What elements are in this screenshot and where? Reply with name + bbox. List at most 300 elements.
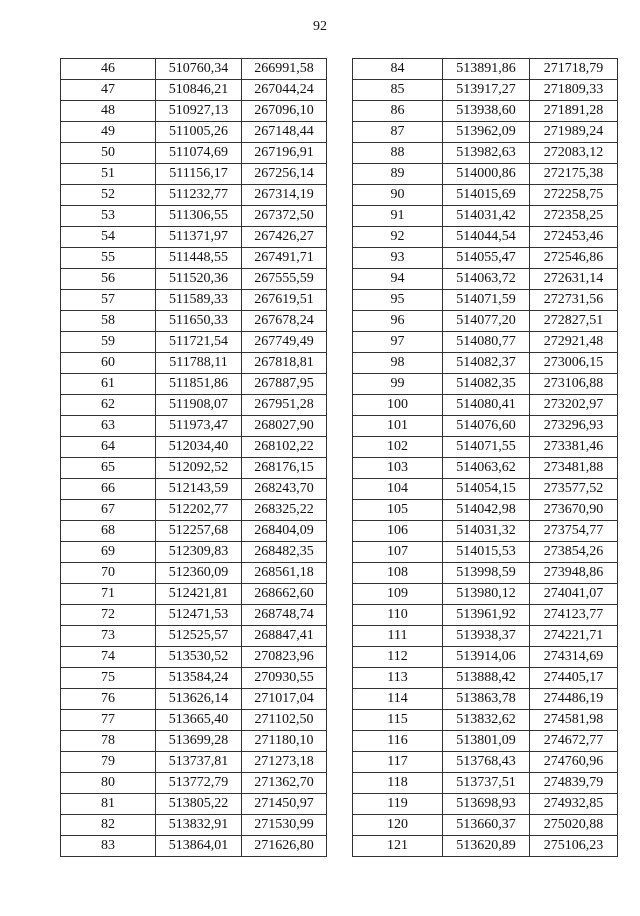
- x-coordinate-cell: 514031,32: [443, 521, 530, 542]
- y-coordinate-cell: 267196,91: [242, 143, 327, 164]
- table-row: [61, 584, 327, 605]
- x-coordinate-cell: 513737,51: [443, 773, 530, 794]
- point-number-cell: 101: [353, 416, 443, 437]
- point-number-cell: 110: [353, 605, 443, 626]
- y-coordinate-cell: 267555,59: [242, 269, 327, 290]
- y-coordinate-cell: 273006,15: [530, 353, 618, 374]
- table-row: [353, 521, 618, 542]
- point-number-cell: 49: [61, 122, 156, 143]
- table-row: [353, 458, 618, 479]
- table-row: [61, 164, 327, 185]
- x-coordinate-cell: 513584,24: [156, 668, 242, 689]
- point-number-cell: 88: [353, 143, 443, 164]
- point-number-cell: 117: [353, 752, 443, 773]
- table-row: [61, 206, 327, 227]
- x-coordinate-cell: 513768,43: [443, 752, 530, 773]
- table-row: [61, 794, 327, 815]
- x-coordinate-cell: 511650,33: [156, 311, 242, 332]
- point-number-cell: 94: [353, 269, 443, 290]
- x-coordinate-cell: 514015,69: [443, 185, 530, 206]
- y-coordinate-cell: 272546,86: [530, 248, 618, 269]
- table-row: [61, 101, 327, 122]
- table-row: [353, 269, 618, 290]
- point-number-cell: 70: [61, 563, 156, 584]
- x-coordinate-cell: 513698,93: [443, 794, 530, 815]
- table-row: [353, 815, 618, 836]
- point-number-cell: 97: [353, 332, 443, 353]
- point-number-cell: 114: [353, 689, 443, 710]
- table-row: [61, 143, 327, 164]
- table-row: [61, 248, 327, 269]
- y-coordinate-cell: 272827,51: [530, 311, 618, 332]
- point-number-cell: 58: [61, 311, 156, 332]
- y-coordinate-cell: 273577,52: [530, 479, 618, 500]
- x-coordinate-cell: 513772,79: [156, 773, 242, 794]
- table-row: [61, 773, 327, 794]
- table-row: [353, 668, 618, 689]
- x-coordinate-cell: 512360,09: [156, 563, 242, 584]
- y-coordinate-cell: 273381,46: [530, 437, 618, 458]
- x-coordinate-cell: 513938,37: [443, 626, 530, 647]
- x-coordinate-cell: 514080,41: [443, 395, 530, 416]
- point-number-cell: 57: [61, 290, 156, 311]
- table-row: [353, 290, 618, 311]
- table-row: [353, 59, 618, 80]
- x-coordinate-cell: 513961,92: [443, 605, 530, 626]
- point-number-cell: 116: [353, 731, 443, 752]
- table-row: [61, 605, 327, 626]
- x-coordinate-cell: 513626,14: [156, 689, 242, 710]
- x-coordinate-cell: 510846,21: [156, 80, 242, 101]
- point-number-cell: 105: [353, 500, 443, 521]
- x-coordinate-cell: 513980,12: [443, 584, 530, 605]
- table-row: [61, 311, 327, 332]
- y-coordinate-cell: 274932,85: [530, 794, 618, 815]
- y-coordinate-cell: 267148,44: [242, 122, 327, 143]
- table-row: [353, 710, 618, 731]
- table-row: [61, 59, 327, 80]
- x-coordinate-cell: 513864,01: [156, 836, 242, 857]
- point-number-cell: 78: [61, 731, 156, 752]
- y-coordinate-cell: 273670,90: [530, 500, 618, 521]
- y-coordinate-cell: 272631,14: [530, 269, 618, 290]
- y-coordinate-cell: 274221,71: [530, 626, 618, 647]
- table-row: [353, 206, 618, 227]
- y-coordinate-cell: 274581,98: [530, 710, 618, 731]
- point-number-cell: 47: [61, 80, 156, 101]
- point-number-cell: 113: [353, 668, 443, 689]
- table-row: [61, 80, 327, 101]
- table-row: [353, 164, 618, 185]
- point-number-cell: 74: [61, 647, 156, 668]
- x-coordinate-cell: 511851,86: [156, 374, 242, 395]
- table-row: [61, 647, 327, 668]
- table-row: [353, 731, 618, 752]
- y-coordinate-cell: 273754,77: [530, 521, 618, 542]
- point-number-cell: 108: [353, 563, 443, 584]
- x-coordinate-cell: 511448,55: [156, 248, 242, 269]
- y-coordinate-cell: 274760,96: [530, 752, 618, 773]
- y-coordinate-cell: 267044,24: [242, 80, 327, 101]
- y-coordinate-cell: 274041,07: [530, 584, 618, 605]
- x-coordinate-cell: 514015,53: [443, 542, 530, 563]
- x-coordinate-cell: 511589,33: [156, 290, 242, 311]
- y-coordinate-cell: 271017,04: [242, 689, 327, 710]
- point-number-cell: 82: [61, 815, 156, 836]
- point-number-cell: 104: [353, 479, 443, 500]
- point-number-cell: 56: [61, 269, 156, 290]
- table-row: [353, 416, 618, 437]
- table-row: [61, 374, 327, 395]
- point-number-cell: 65: [61, 458, 156, 479]
- table-row: [353, 437, 618, 458]
- point-number-cell: 99: [353, 374, 443, 395]
- y-coordinate-cell: 271102,50: [242, 710, 327, 731]
- table-row: [353, 794, 618, 815]
- point-number-cell: 64: [61, 437, 156, 458]
- y-coordinate-cell: 268325,22: [242, 500, 327, 521]
- x-coordinate-cell: 514054,15: [443, 479, 530, 500]
- x-coordinate-cell: 514076,60: [443, 416, 530, 437]
- table-row: [61, 689, 327, 710]
- table-body: [353, 59, 618, 857]
- table-row: [353, 647, 618, 668]
- y-coordinate-cell: 273481,88: [530, 458, 618, 479]
- table-row: [353, 143, 618, 164]
- x-coordinate-cell: 514082,35: [443, 374, 530, 395]
- table-row: [61, 731, 327, 752]
- point-number-cell: 51: [61, 164, 156, 185]
- x-coordinate-cell: 513832,91: [156, 815, 242, 836]
- y-coordinate-cell: 267426,27: [242, 227, 327, 248]
- x-coordinate-cell: 514080,77: [443, 332, 530, 353]
- x-coordinate-cell: 513737,81: [156, 752, 242, 773]
- x-coordinate-cell: 514071,55: [443, 437, 530, 458]
- x-coordinate-cell: 513962,09: [443, 122, 530, 143]
- y-coordinate-cell: 267678,24: [242, 311, 327, 332]
- x-coordinate-cell: 512471,53: [156, 605, 242, 626]
- page-number: 92: [313, 19, 327, 34]
- x-coordinate-cell: 512034,40: [156, 437, 242, 458]
- table-row: [61, 416, 327, 437]
- x-coordinate-cell: 511908,07: [156, 395, 242, 416]
- y-coordinate-cell: 267749,49: [242, 332, 327, 353]
- y-coordinate-cell: 275106,23: [530, 836, 618, 857]
- table-row: [61, 563, 327, 584]
- table-row: [353, 500, 618, 521]
- y-coordinate-cell: 270930,55: [242, 668, 327, 689]
- y-coordinate-cell: 275020,88: [530, 815, 618, 836]
- point-number-cell: 73: [61, 626, 156, 647]
- table-row: [353, 542, 618, 563]
- y-coordinate-cell: 272358,25: [530, 206, 618, 227]
- y-coordinate-cell: 274123,77: [530, 605, 618, 626]
- point-number-cell: 102: [353, 437, 443, 458]
- x-coordinate-cell: 511721,54: [156, 332, 242, 353]
- y-coordinate-cell: 274405,17: [530, 668, 618, 689]
- x-coordinate-cell: 512525,57: [156, 626, 242, 647]
- table-row: [61, 395, 327, 416]
- point-number-cell: 95: [353, 290, 443, 311]
- table-row: [61, 836, 327, 857]
- table-row: [61, 458, 327, 479]
- y-coordinate-cell: 273948,86: [530, 563, 618, 584]
- y-coordinate-cell: 272731,56: [530, 290, 618, 311]
- x-coordinate-cell: 513699,28: [156, 731, 242, 752]
- y-coordinate-cell: 267818,81: [242, 353, 327, 374]
- y-coordinate-cell: 273202,97: [530, 395, 618, 416]
- y-coordinate-cell: 267372,50: [242, 206, 327, 227]
- x-coordinate-cell: 514071,59: [443, 290, 530, 311]
- y-coordinate-cell: 271626,80: [242, 836, 327, 857]
- y-coordinate-cell: 267951,28: [242, 395, 327, 416]
- x-coordinate-cell: 513914,06: [443, 647, 530, 668]
- table-row: [61, 626, 327, 647]
- table-row: [353, 605, 618, 626]
- point-number-cell: 76: [61, 689, 156, 710]
- point-number-cell: 103: [353, 458, 443, 479]
- y-coordinate-cell: 271989,24: [530, 122, 618, 143]
- point-number-cell: 100: [353, 395, 443, 416]
- point-number-cell: 83: [61, 836, 156, 857]
- point-number-cell: 119: [353, 794, 443, 815]
- point-number-cell: 93: [353, 248, 443, 269]
- y-coordinate-cell: 267887,95: [242, 374, 327, 395]
- table-row: [353, 122, 618, 143]
- y-coordinate-cell: 274314,69: [530, 647, 618, 668]
- x-coordinate-cell: 513620,89: [443, 836, 530, 857]
- table-row: [61, 521, 327, 542]
- table-row: [353, 185, 618, 206]
- x-coordinate-cell: 513998,59: [443, 563, 530, 584]
- table-row: [61, 227, 327, 248]
- point-number-cell: 98: [353, 353, 443, 374]
- y-coordinate-cell: 273854,26: [530, 542, 618, 563]
- table-row: [61, 437, 327, 458]
- table-row: [61, 668, 327, 689]
- y-coordinate-cell: 268243,70: [242, 479, 327, 500]
- x-coordinate-cell: 514044,54: [443, 227, 530, 248]
- y-coordinate-cell: 274486,19: [530, 689, 618, 710]
- table-row: [353, 836, 618, 857]
- x-coordinate-cell: 512143,59: [156, 479, 242, 500]
- point-number-cell: 96: [353, 311, 443, 332]
- y-coordinate-cell: 273106,88: [530, 374, 618, 395]
- x-coordinate-cell: 511074,69: [156, 143, 242, 164]
- table-row: [61, 122, 327, 143]
- point-number-cell: 111: [353, 626, 443, 647]
- table-row: [353, 395, 618, 416]
- x-coordinate-cell: 513863,78: [443, 689, 530, 710]
- point-number-cell: 67: [61, 500, 156, 521]
- point-number-cell: 77: [61, 710, 156, 731]
- point-number-cell: 80: [61, 773, 156, 794]
- y-coordinate-cell: 271809,33: [530, 80, 618, 101]
- y-coordinate-cell: 272453,46: [530, 227, 618, 248]
- x-coordinate-cell: 511520,36: [156, 269, 242, 290]
- x-coordinate-cell: 512202,77: [156, 500, 242, 521]
- y-coordinate-cell: 268748,74: [242, 605, 327, 626]
- point-number-cell: 85: [353, 80, 443, 101]
- y-coordinate-cell: 270823,96: [242, 647, 327, 668]
- x-coordinate-cell: 511973,47: [156, 416, 242, 437]
- table-row: [61, 542, 327, 563]
- point-number-cell: 59: [61, 332, 156, 353]
- x-coordinate-cell: 513888,42: [443, 668, 530, 689]
- table-row: [353, 248, 618, 269]
- point-number-cell: 92: [353, 227, 443, 248]
- table-row: [61, 479, 327, 500]
- y-coordinate-cell: 271362,70: [242, 773, 327, 794]
- y-coordinate-cell: 268561,18: [242, 563, 327, 584]
- x-coordinate-cell: 513938,60: [443, 101, 530, 122]
- point-number-cell: 68: [61, 521, 156, 542]
- table-row: [353, 752, 618, 773]
- y-coordinate-cell: 274839,79: [530, 773, 618, 794]
- x-coordinate-cell: 514031,42: [443, 206, 530, 227]
- x-coordinate-cell: 511788,11: [156, 353, 242, 374]
- y-coordinate-cell: 268102,22: [242, 437, 327, 458]
- table-row: [353, 374, 618, 395]
- point-number-cell: 63: [61, 416, 156, 437]
- point-number-cell: 62: [61, 395, 156, 416]
- point-number-cell: 71: [61, 584, 156, 605]
- y-coordinate-cell: 271718,79: [530, 59, 618, 80]
- x-coordinate-cell: 513801,09: [443, 731, 530, 752]
- x-coordinate-cell: 514077,20: [443, 311, 530, 332]
- point-number-cell: 121: [353, 836, 443, 857]
- table-row: [353, 311, 618, 332]
- y-coordinate-cell: 272175,38: [530, 164, 618, 185]
- coordinates-table-right: [352, 58, 618, 857]
- y-coordinate-cell: 272083,12: [530, 143, 618, 164]
- point-number-cell: 61: [61, 374, 156, 395]
- table-row: [61, 353, 327, 374]
- table-row: [61, 500, 327, 521]
- y-coordinate-cell: 267314,19: [242, 185, 327, 206]
- table-row: [353, 332, 618, 353]
- x-coordinate-cell: 513805,22: [156, 794, 242, 815]
- y-coordinate-cell: 271450,97: [242, 794, 327, 815]
- x-coordinate-cell: 514082,37: [443, 353, 530, 374]
- table-row: [353, 353, 618, 374]
- y-coordinate-cell: 268847,41: [242, 626, 327, 647]
- table-row: [353, 227, 618, 248]
- point-number-cell: 48: [61, 101, 156, 122]
- y-coordinate-cell: 267096,10: [242, 101, 327, 122]
- point-number-cell: 53: [61, 206, 156, 227]
- x-coordinate-cell: 513660,37: [443, 815, 530, 836]
- point-number-cell: 52: [61, 185, 156, 206]
- point-number-cell: 120: [353, 815, 443, 836]
- x-coordinate-cell: 513665,40: [156, 710, 242, 731]
- y-coordinate-cell: 271891,28: [530, 101, 618, 122]
- table-row: [353, 689, 618, 710]
- x-coordinate-cell: 512421,81: [156, 584, 242, 605]
- x-coordinate-cell: 511232,77: [156, 185, 242, 206]
- x-coordinate-cell: 512309,83: [156, 542, 242, 563]
- point-number-cell: 87: [353, 122, 443, 143]
- point-number-cell: 90: [353, 185, 443, 206]
- x-coordinate-cell: 512092,52: [156, 458, 242, 479]
- point-number-cell: 118: [353, 773, 443, 794]
- x-coordinate-cell: 511306,55: [156, 206, 242, 227]
- point-number-cell: 89: [353, 164, 443, 185]
- y-coordinate-cell: 271530,99: [242, 815, 327, 836]
- point-number-cell: 55: [61, 248, 156, 269]
- point-number-cell: 107: [353, 542, 443, 563]
- point-number-cell: 91: [353, 206, 443, 227]
- table-row: [61, 752, 327, 773]
- point-number-cell: 75: [61, 668, 156, 689]
- point-number-cell: 54: [61, 227, 156, 248]
- point-number-cell: 86: [353, 101, 443, 122]
- table-row: [353, 626, 618, 647]
- x-coordinate-cell: 514063,72: [443, 269, 530, 290]
- table-row: [61, 710, 327, 731]
- point-number-cell: 50: [61, 143, 156, 164]
- x-coordinate-cell: 510760,34: [156, 59, 242, 80]
- x-coordinate-cell: 513530,52: [156, 647, 242, 668]
- table-row: [353, 479, 618, 500]
- point-number-cell: 81: [61, 794, 156, 815]
- table-row: [61, 185, 327, 206]
- x-coordinate-cell: 511005,26: [156, 122, 242, 143]
- point-number-cell: 72: [61, 605, 156, 626]
- y-coordinate-cell: 266991,58: [242, 59, 327, 80]
- point-number-cell: 46: [61, 59, 156, 80]
- table-row: [61, 269, 327, 290]
- table-row: [353, 80, 618, 101]
- table-row: [61, 332, 327, 353]
- table-row: [353, 773, 618, 794]
- table-row: [353, 563, 618, 584]
- x-coordinate-cell: 514055,47: [443, 248, 530, 269]
- point-number-cell: 112: [353, 647, 443, 668]
- x-coordinate-cell: 513832,62: [443, 710, 530, 731]
- x-coordinate-cell: 510927,13: [156, 101, 242, 122]
- x-coordinate-cell: 514042,98: [443, 500, 530, 521]
- y-coordinate-cell: 274672,77: [530, 731, 618, 752]
- x-coordinate-cell: 514063,62: [443, 458, 530, 479]
- x-coordinate-cell: 511156,17: [156, 164, 242, 185]
- y-coordinate-cell: 272258,75: [530, 185, 618, 206]
- x-coordinate-cell: 511371,97: [156, 227, 242, 248]
- point-number-cell: 109: [353, 584, 443, 605]
- coordinates-table-left: [60, 58, 327, 857]
- x-coordinate-cell: 514000,86: [443, 164, 530, 185]
- x-coordinate-cell: 513917,27: [443, 80, 530, 101]
- y-coordinate-cell: 268027,90: [242, 416, 327, 437]
- y-coordinate-cell: 267256,14: [242, 164, 327, 185]
- y-coordinate-cell: 271180,10: [242, 731, 327, 752]
- y-coordinate-cell: 267491,71: [242, 248, 327, 269]
- y-coordinate-cell: 268662,60: [242, 584, 327, 605]
- table-row: [353, 584, 618, 605]
- y-coordinate-cell: 273296,93: [530, 416, 618, 437]
- x-coordinate-cell: 512257,68: [156, 521, 242, 542]
- point-number-cell: 79: [61, 752, 156, 773]
- table-row: [61, 815, 327, 836]
- table-row: [353, 101, 618, 122]
- x-coordinate-cell: 513891,86: [443, 59, 530, 80]
- point-number-cell: 60: [61, 353, 156, 374]
- y-coordinate-cell: 272921,48: [530, 332, 618, 353]
- point-number-cell: 66: [61, 479, 156, 500]
- y-coordinate-cell: 268176,15: [242, 458, 327, 479]
- table-body: [61, 59, 327, 857]
- x-coordinate-cell: 513982,63: [443, 143, 530, 164]
